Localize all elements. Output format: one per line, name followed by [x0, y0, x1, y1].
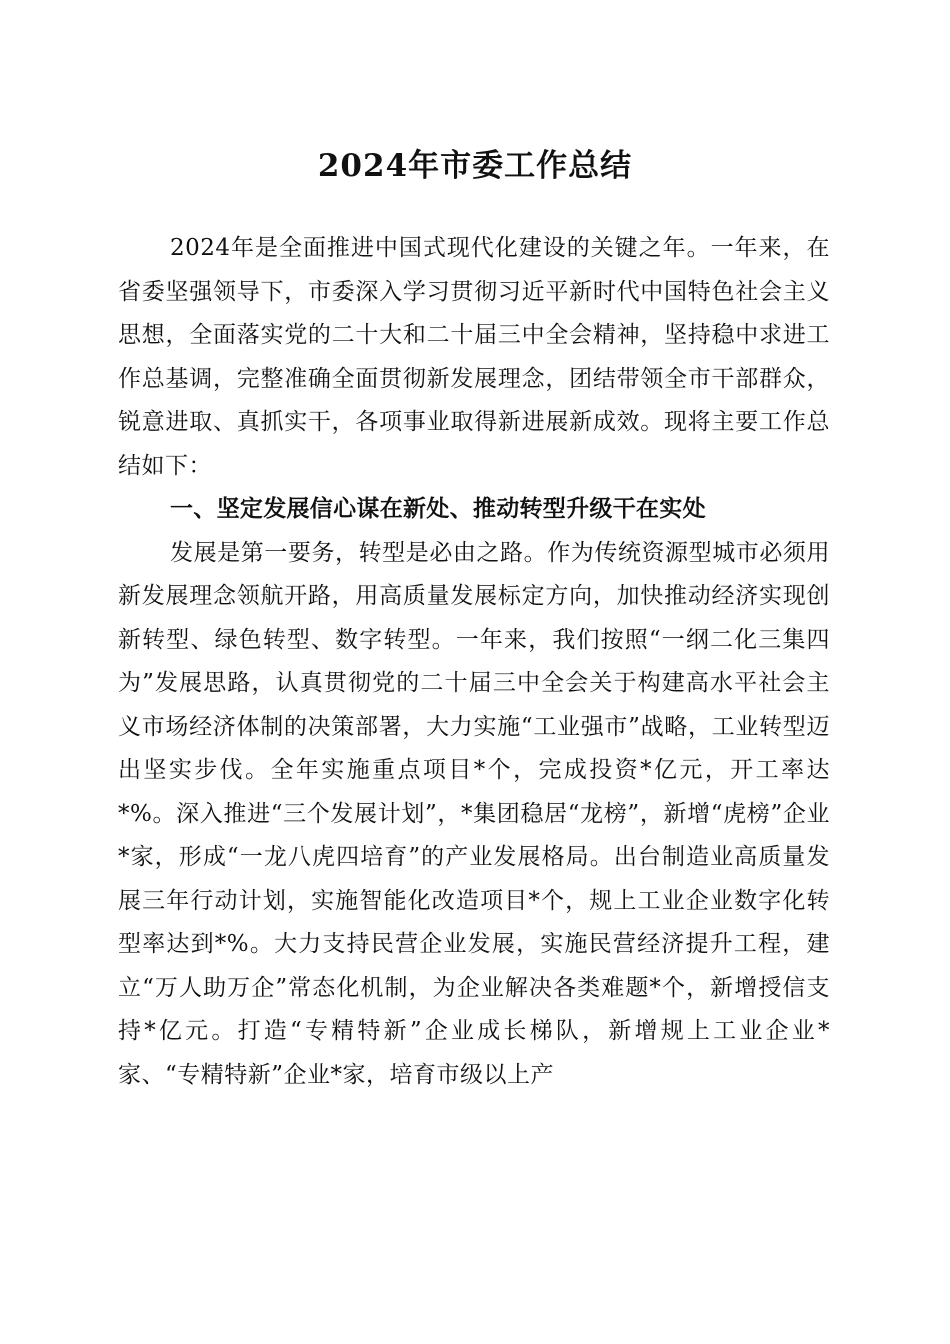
- section-heading-1: 一、坚定发展信心谋在新处、推动转型升级干在实处: [170, 496, 706, 522]
- section-1-paragraph: 发展是第一要务，转型是必由之路。作为传统资源型城市必须用新发展理念领航开路，用高质量发展标定方向，加快推动经济实现创新转型、绿色转型、数字转型。一年来，我们按照“一纲二化三集四为”发展思路，认真贯彻党的二十届三中全会关于构建高水平社会主义市场经济体制的决策部署，大力实施“工业强市”战略，工业转型迈出坚实步伐。全年实施重点项目*个，完成投资*亿元，开工率达*%。深入推进“三个发展计划”，*集团稳居“龙榜”，新增“虎榜”企业*家，形成“一龙八虎四培育”的产业发展格局。出台制造业高质量发展三年行动计划，实施智能化改造项目*个，规上工业企业数字化转型率达到*%。大力支持民营企业发展，实施民营经济提升工程，建立“万人助万企”常态化机制，为企业解决各类难题*个，新增授信支持*亿元。打造“专精特新”企业成长梯队，新增规上工业企业*家、“专精特新”企业*家，培育市级以上产: [118, 539, 830, 1088]
- document-title: 2024年市委工作总结: [317, 148, 633, 184]
- intro-paragraph: 2024年是全面推进中国式现代化建设的关键之年。一年来，在省委坚强领导下，市委深入学习贯彻习近平新时代中国特色社会主义思想，全面落实党的二十大和二十届三中全会精神，坚持稳中求进工作总基调，完整准确全面贯彻新发展理念，团结带领全市干部群众，锐意进取、真抓实干，各项事业取得新进展新成效。现将主要工作总结如下：: [118, 235, 830, 479]
- document-body: [118, 227, 830, 1097]
